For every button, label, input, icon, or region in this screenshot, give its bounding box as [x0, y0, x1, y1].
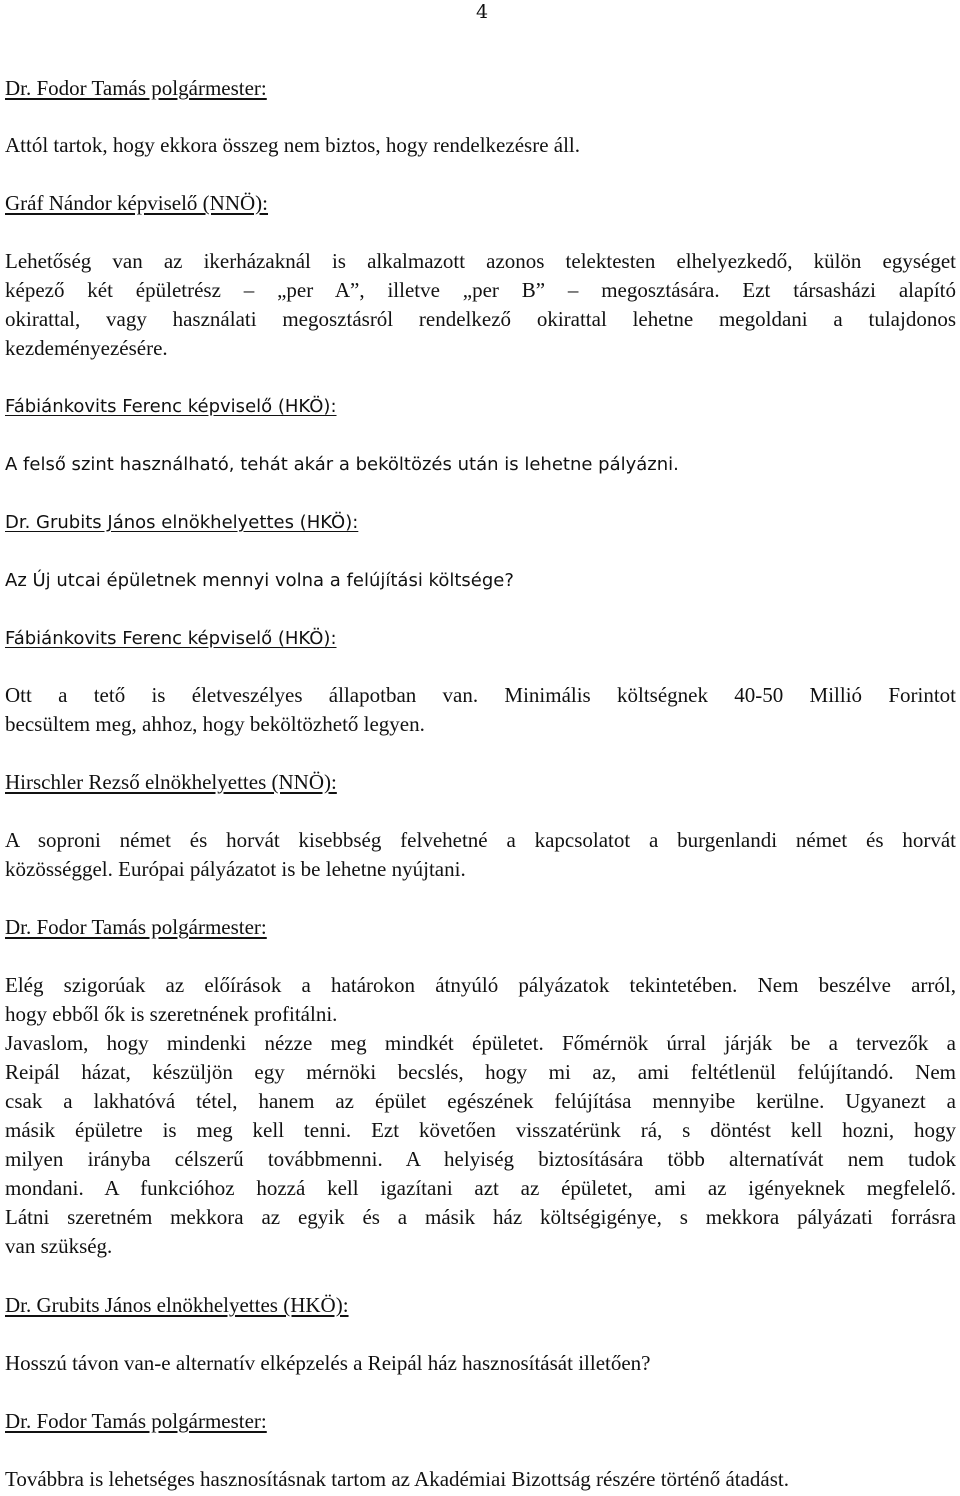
paragraph-line: közösséggel. Európai pályázatot is be lehetne nyújtani.	[5, 857, 466, 881]
speaker-label: Dr. Fodor Tamás polgármester:	[5, 76, 267, 100]
paragraph-line: mondani. A funkcióhoz hozzá kell igazítani azt az épületet, ami az igényeknek megfelelő.	[5, 1176, 956, 1200]
paragraph-line: A felső szint használható, tehát akár a beköltözés után is lehetne pályázni.	[5, 454, 679, 475]
paragraph	[5, 566, 956, 595]
speaker-label: Fábiánkovits Ferenc képviselő (HKÖ):	[5, 628, 337, 649]
paragraph-line: Javaslom, hogy mindenki nézze meg mindkét épületet. Főmérnök úrral járják be a tervezők a	[5, 1031, 956, 1055]
page-number: 4	[475, 1, 489, 23]
paragraph	[5, 681, 956, 739]
paragraph-line: milyen irányba célszerű továbbmenni. A helyiség biztosítására több alternatívát nem tudok	[5, 1147, 956, 1171]
speaker-label: Gráf Nándor képviselő (NNÖ):	[5, 191, 269, 215]
paragraph	[5, 247, 956, 363]
paragraph-line: hogy ebből ők is szeretnének profitálni.	[5, 1002, 338, 1026]
paragraph-line: A soproni német és horvát kisebbség felvehetné a kapcsolatot a burgenlandi német és horvát	[5, 828, 956, 852]
paragraph-line: Az Új utcai épületnek mennyi volna a felújítási költsége?	[5, 570, 514, 591]
paragraph	[5, 1029, 956, 1261]
paragraph-line: másik épületre is meg kell tenni. Ezt követően visszatérünk rá, s döntést kell hozni, hogy	[5, 1118, 956, 1142]
speaker-label: Dr. Fodor Tamás polgármester:	[5, 1409, 267, 1433]
paragraph-line: becsültem meg, ahhoz, hogy beköltözhető legyen.	[5, 712, 425, 736]
speaker-label: Fábiánkovits Ferenc képviselő (HKÖ):	[5, 396, 337, 417]
paragraph-line: képező két épületrész – „per A”, illetve „per B” – megosztására. Ezt társasházi alapító	[5, 278, 956, 302]
paragraph	[5, 450, 956, 479]
paragraph	[5, 826, 956, 884]
speaker-label: Dr. Grubits János elnökhelyettes (HKÖ):	[5, 1293, 349, 1317]
paragraph-line: Attól tartok, hogy ekkora összeg nem biztos, hogy rendelkezésre áll.	[5, 133, 580, 157]
speaker-label: Dr. Fodor Tamás polgármester:	[5, 915, 267, 939]
paragraph-line: Ott a tető is életveszélyes állapotban van. Minimális költségnek 40-50 Millió Forintot	[5, 683, 956, 707]
paragraph-line: van szükség.	[5, 1234, 113, 1258]
paragraph-line: Elég szigorúak az előírások a határokon átnyúló pályázatok tekintetében. Nem beszélve arról,	[5, 973, 956, 997]
paragraph	[5, 971, 956, 1029]
paragraph-line: Lehetőség van az ikerházaknál is alkalmazott azonos telektesten elhelyezkedő, külön egységet	[5, 249, 956, 273]
paragraph	[5, 131, 956, 160]
paragraph-line: Reipál házat, készüljön egy mérnöki becslés, hogy mi az, ami feltétlenül felújítandó. Nem	[5, 1060, 956, 1084]
speaker-label: Hirschler Rezső elnökhelyettes (NNÖ):	[5, 770, 337, 794]
paragraph-line: csak a lakhatóvá tétel, hanem az épület egészének felújítása mennyibe kerülne. Ugyanezt a	[5, 1089, 956, 1113]
paragraph-line: Hosszú távon van-e alternatív elképzelés a Reipál ház hasznosítását illetően?	[5, 1351, 651, 1375]
paragraph	[5, 1465, 956, 1494]
paragraph-line: okirattal, vagy használati megosztásról rendelkező okirattal lehetne megoldani a tulajdonos	[5, 307, 956, 331]
paragraph-line: Továbbra is lehetséges hasznosításnak tartom az Akadémiai Bizottság részére történő átadást.	[5, 1467, 790, 1491]
paragraph-line: kezdeményezésére.	[5, 336, 168, 360]
speaker-label: Dr. Grubits János elnökhelyettes (HKÖ):	[5, 512, 359, 533]
paragraph	[5, 1349, 956, 1378]
paragraph-line: Látni szeretném mekkora az egyik és a másik ház költségigénye, s mekkora pályázati forrásra	[5, 1205, 956, 1229]
